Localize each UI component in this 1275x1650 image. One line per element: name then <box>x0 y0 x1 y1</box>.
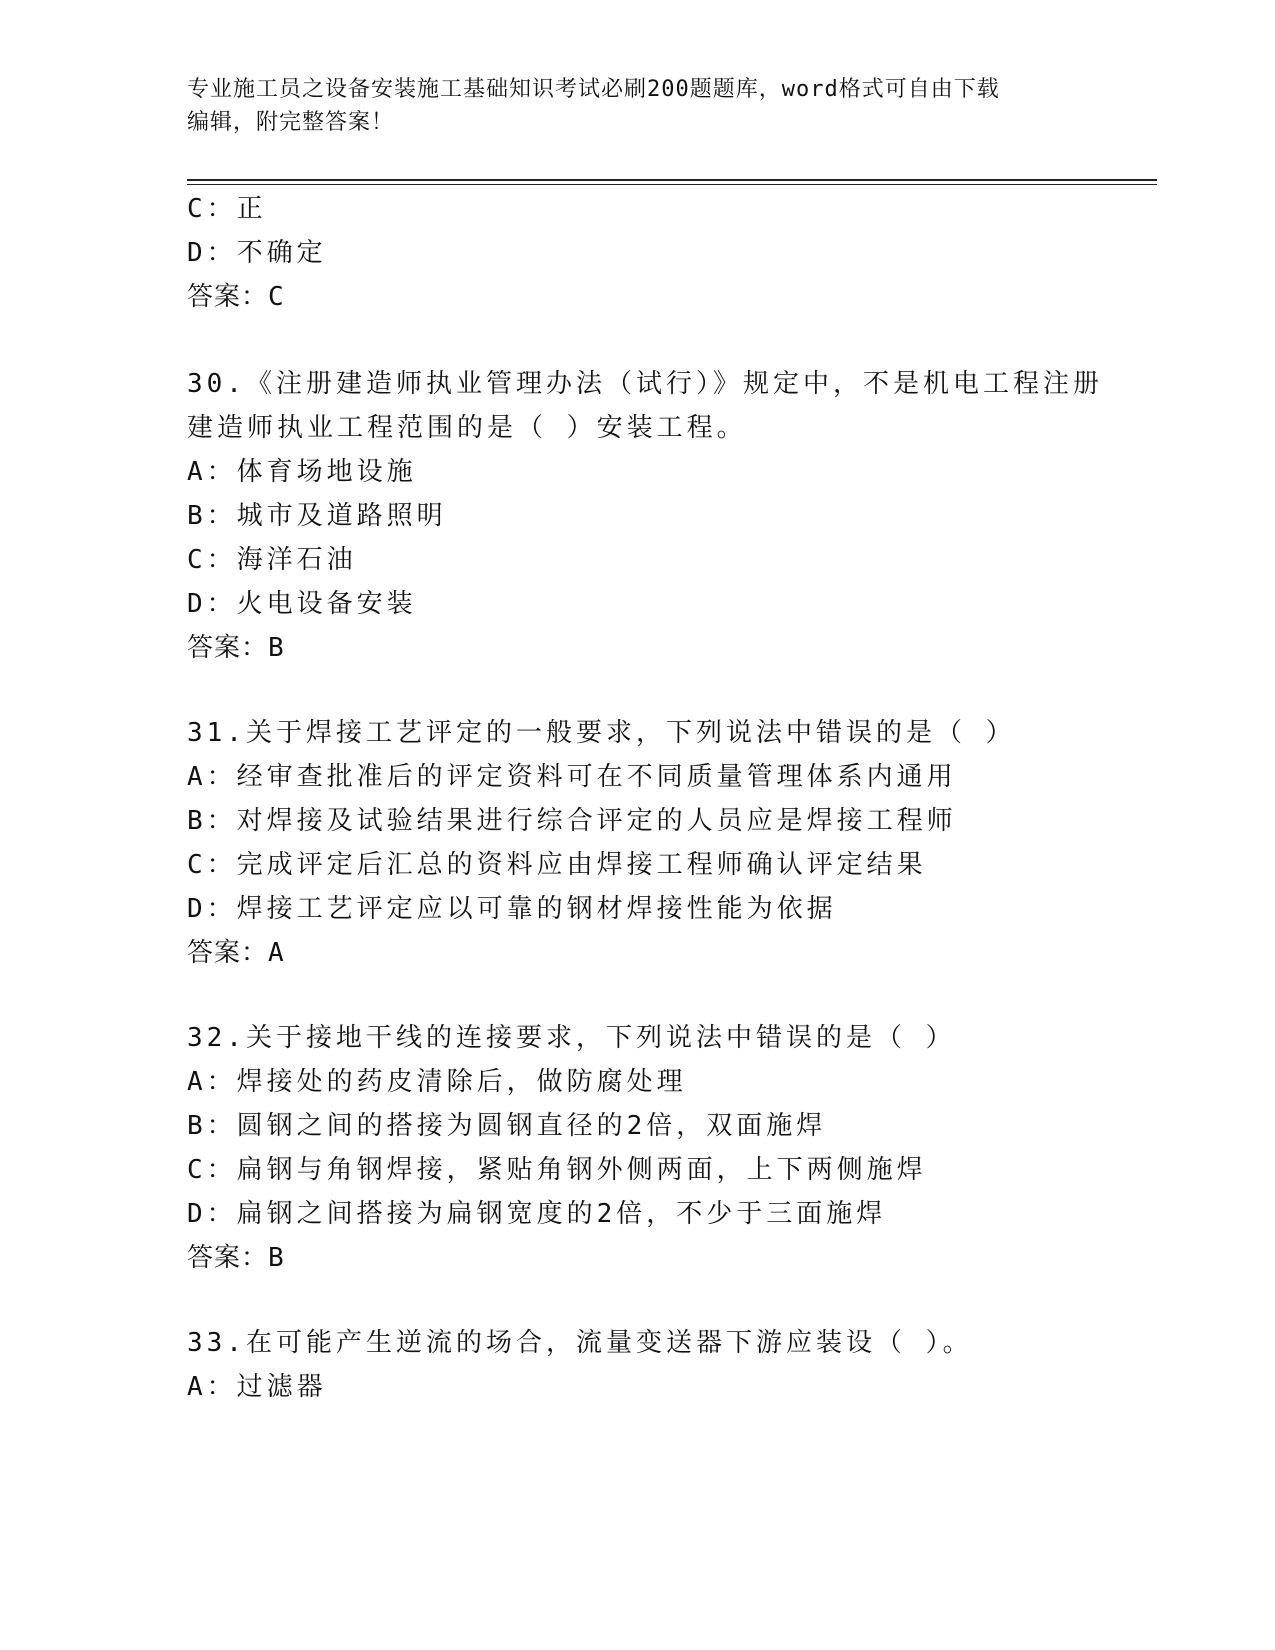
q32-option-d: D：扁钢之间搭接为扁钢宽度的2倍，不少于三面施焊 <box>187 1199 887 1229</box>
q30-answer: 答案：B <box>187 633 285 663</box>
header-line-1: 专业施工员之设备安装施工基础知识考试必刷200题题库，word格式可自由下载 <box>187 77 1000 102</box>
q31-answer: 答案：A <box>187 938 285 968</box>
q32-answer: 答案：B <box>187 1243 285 1273</box>
q33-stem: 33.在可能产生逆流的场合，流量变送器下游应装设（ ）。 <box>187 1328 973 1358</box>
q30-option-a: A：体育场地设施 <box>187 457 417 487</box>
q31-option-b: B：对焊接及试验结果进行综合评定的人员应是焊接工程师 <box>187 806 957 836</box>
q29-option-c: C：正 <box>187 194 267 224</box>
q30-option-c: C：海洋石油 <box>187 545 357 575</box>
document-header <box>187 73 1087 139</box>
q31-option-c: C：完成评定后汇总的资料应由焊接工程师确认评定结果 <box>187 850 927 880</box>
q32-option-a: A：焊接处的药皮清除后，做防腐处理 <box>187 1067 687 1097</box>
q29-answer: 答案：C <box>187 282 285 312</box>
header-divider-thin <box>187 184 1157 185</box>
q32-option-c: C：扁钢与角钢焊接，紧贴角钢外侧两面，上下两侧施焊 <box>187 1155 927 1185</box>
q32-option-b: B：圆钢之间的搭接为圆钢直径的2倍，双面施焊 <box>187 1111 827 1141</box>
q30-option-d: D：火电设备安装 <box>187 589 417 619</box>
q30-stem-line-1: 30.《注册建造师执业管理办法（试行）》规定中，不是机电工程注册 <box>187 369 1103 399</box>
q31-option-a: A：经审查批准后的评定资料可在不同质量管理体系内通用 <box>187 762 957 792</box>
q29-option-d: D：不确定 <box>187 238 327 268</box>
q30-stem-line-2: 建造师执业工程范围的是（ ）安装工程。 <box>187 413 747 443</box>
q30-option-b: B：城市及道路照明 <box>187 501 447 531</box>
q33-option-a: A：过滤器 <box>187 1372 327 1402</box>
header-line-2: 编辑，附完整答案！ <box>187 110 395 135</box>
q31-option-d: D：焊接工艺评定应以可靠的钢材焊接性能为依据 <box>187 894 837 924</box>
header-divider-thick <box>187 179 1157 181</box>
q31-stem: 31.关于焊接工艺评定的一般要求，下列说法中错误的是（ ） <box>187 718 1016 748</box>
q32-stem: 32.关于接地干线的连接要求，下列说法中错误的是（ ） <box>187 1023 956 1053</box>
